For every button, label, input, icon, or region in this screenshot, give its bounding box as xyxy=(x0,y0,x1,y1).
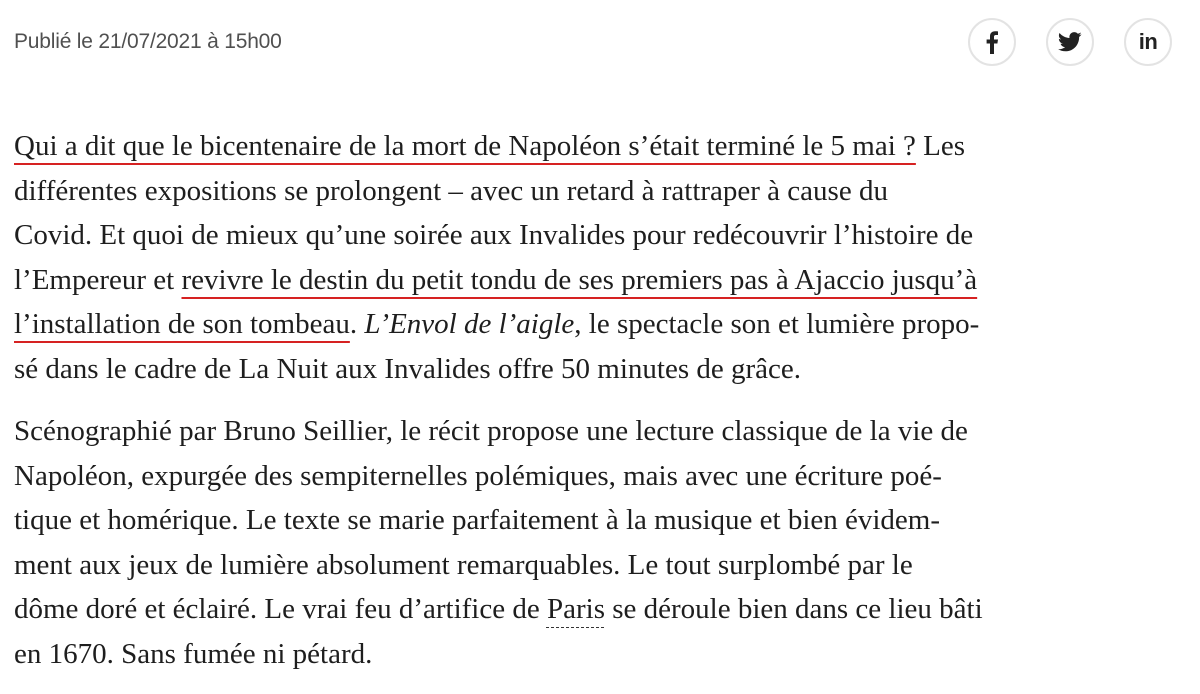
linkedin-share-button[interactable] xyxy=(1124,18,1172,66)
p2-line-3: tique et homérique. Le texte se marie parfaitement à la musique et bien évidem- xyxy=(14,504,941,536)
p2-l5-rest: se déroule bien dans ce lieu bâti xyxy=(604,593,983,625)
link-destin-part-1[interactable]: revivre le destin du petit tondu de ses premiers pas à Ajaccio jusqu’à xyxy=(181,263,978,296)
p1-line-2: différentes expositions se prolongent – avec un retard à rattraper à cause du xyxy=(14,174,888,207)
twitter-share-button[interactable] xyxy=(1046,18,1094,66)
p2-l5-pre: dôme doré et éclairé. Le vrai feu d’artifice de xyxy=(14,593,547,625)
p2-line-6: en 1670. Sans fumée ni pétard. xyxy=(14,637,373,670)
link-bicentenaire[interactable]: Qui a dit que le bicentenaire de la mort de Napoléon s’était terminé le 5 mai ? xyxy=(14,130,916,162)
p2-line-1: Scénographié par Bruno Seillier, le récit propose une lecture classique de la vie de xyxy=(14,415,968,447)
linkedin-icon: in xyxy=(1138,29,1158,54)
facebook-share-button[interactable] xyxy=(968,18,1016,66)
share-buttons xyxy=(968,18,1172,66)
p1-line-4 xyxy=(14,258,1179,303)
show-title: L’Envol de l’aigle xyxy=(364,308,575,340)
facebook-icon xyxy=(985,30,999,54)
p1-l5-rest: , le spectacle son et lumière propo- xyxy=(574,308,980,340)
p1-line-6: sé dans le cadre de La Nuit aux Invalides offre 50 minutes de grâce. xyxy=(14,352,801,385)
paragraph-1 xyxy=(14,124,1179,391)
p2-line-2: Napoléon, expurgée des sempiternelles polémiques, mais avec une écriture poé- xyxy=(14,459,942,492)
p1-l1-rest: Les xyxy=(915,130,965,162)
p1-l5-dot: . xyxy=(349,308,365,340)
article-body xyxy=(14,124,1179,694)
publication-date: Publié le 21/07/2021 à 15h00 xyxy=(14,30,282,53)
paragraph-2 xyxy=(14,409,1179,676)
p1-line-5 xyxy=(14,302,1179,347)
p2-line-5 xyxy=(14,587,1179,632)
article-meta-bar xyxy=(14,18,1174,70)
p1-line-3: Covid. Et quoi de mieux qu’une soirée aux Invalides pour redécouvrir l’histoire de xyxy=(14,219,974,251)
link-destin-part-2[interactable]: l’installation de son tombeau xyxy=(14,308,350,340)
twitter-icon xyxy=(1058,32,1082,52)
p2-line-4: ment aux jeux de lumière absolument remarquables. Le tout surplombé par le xyxy=(14,548,913,581)
paris-tag-link[interactable]: Paris xyxy=(546,593,605,625)
p1-line-1 xyxy=(14,124,1179,169)
p1-l4-pre: l’Empereur et xyxy=(14,263,182,296)
